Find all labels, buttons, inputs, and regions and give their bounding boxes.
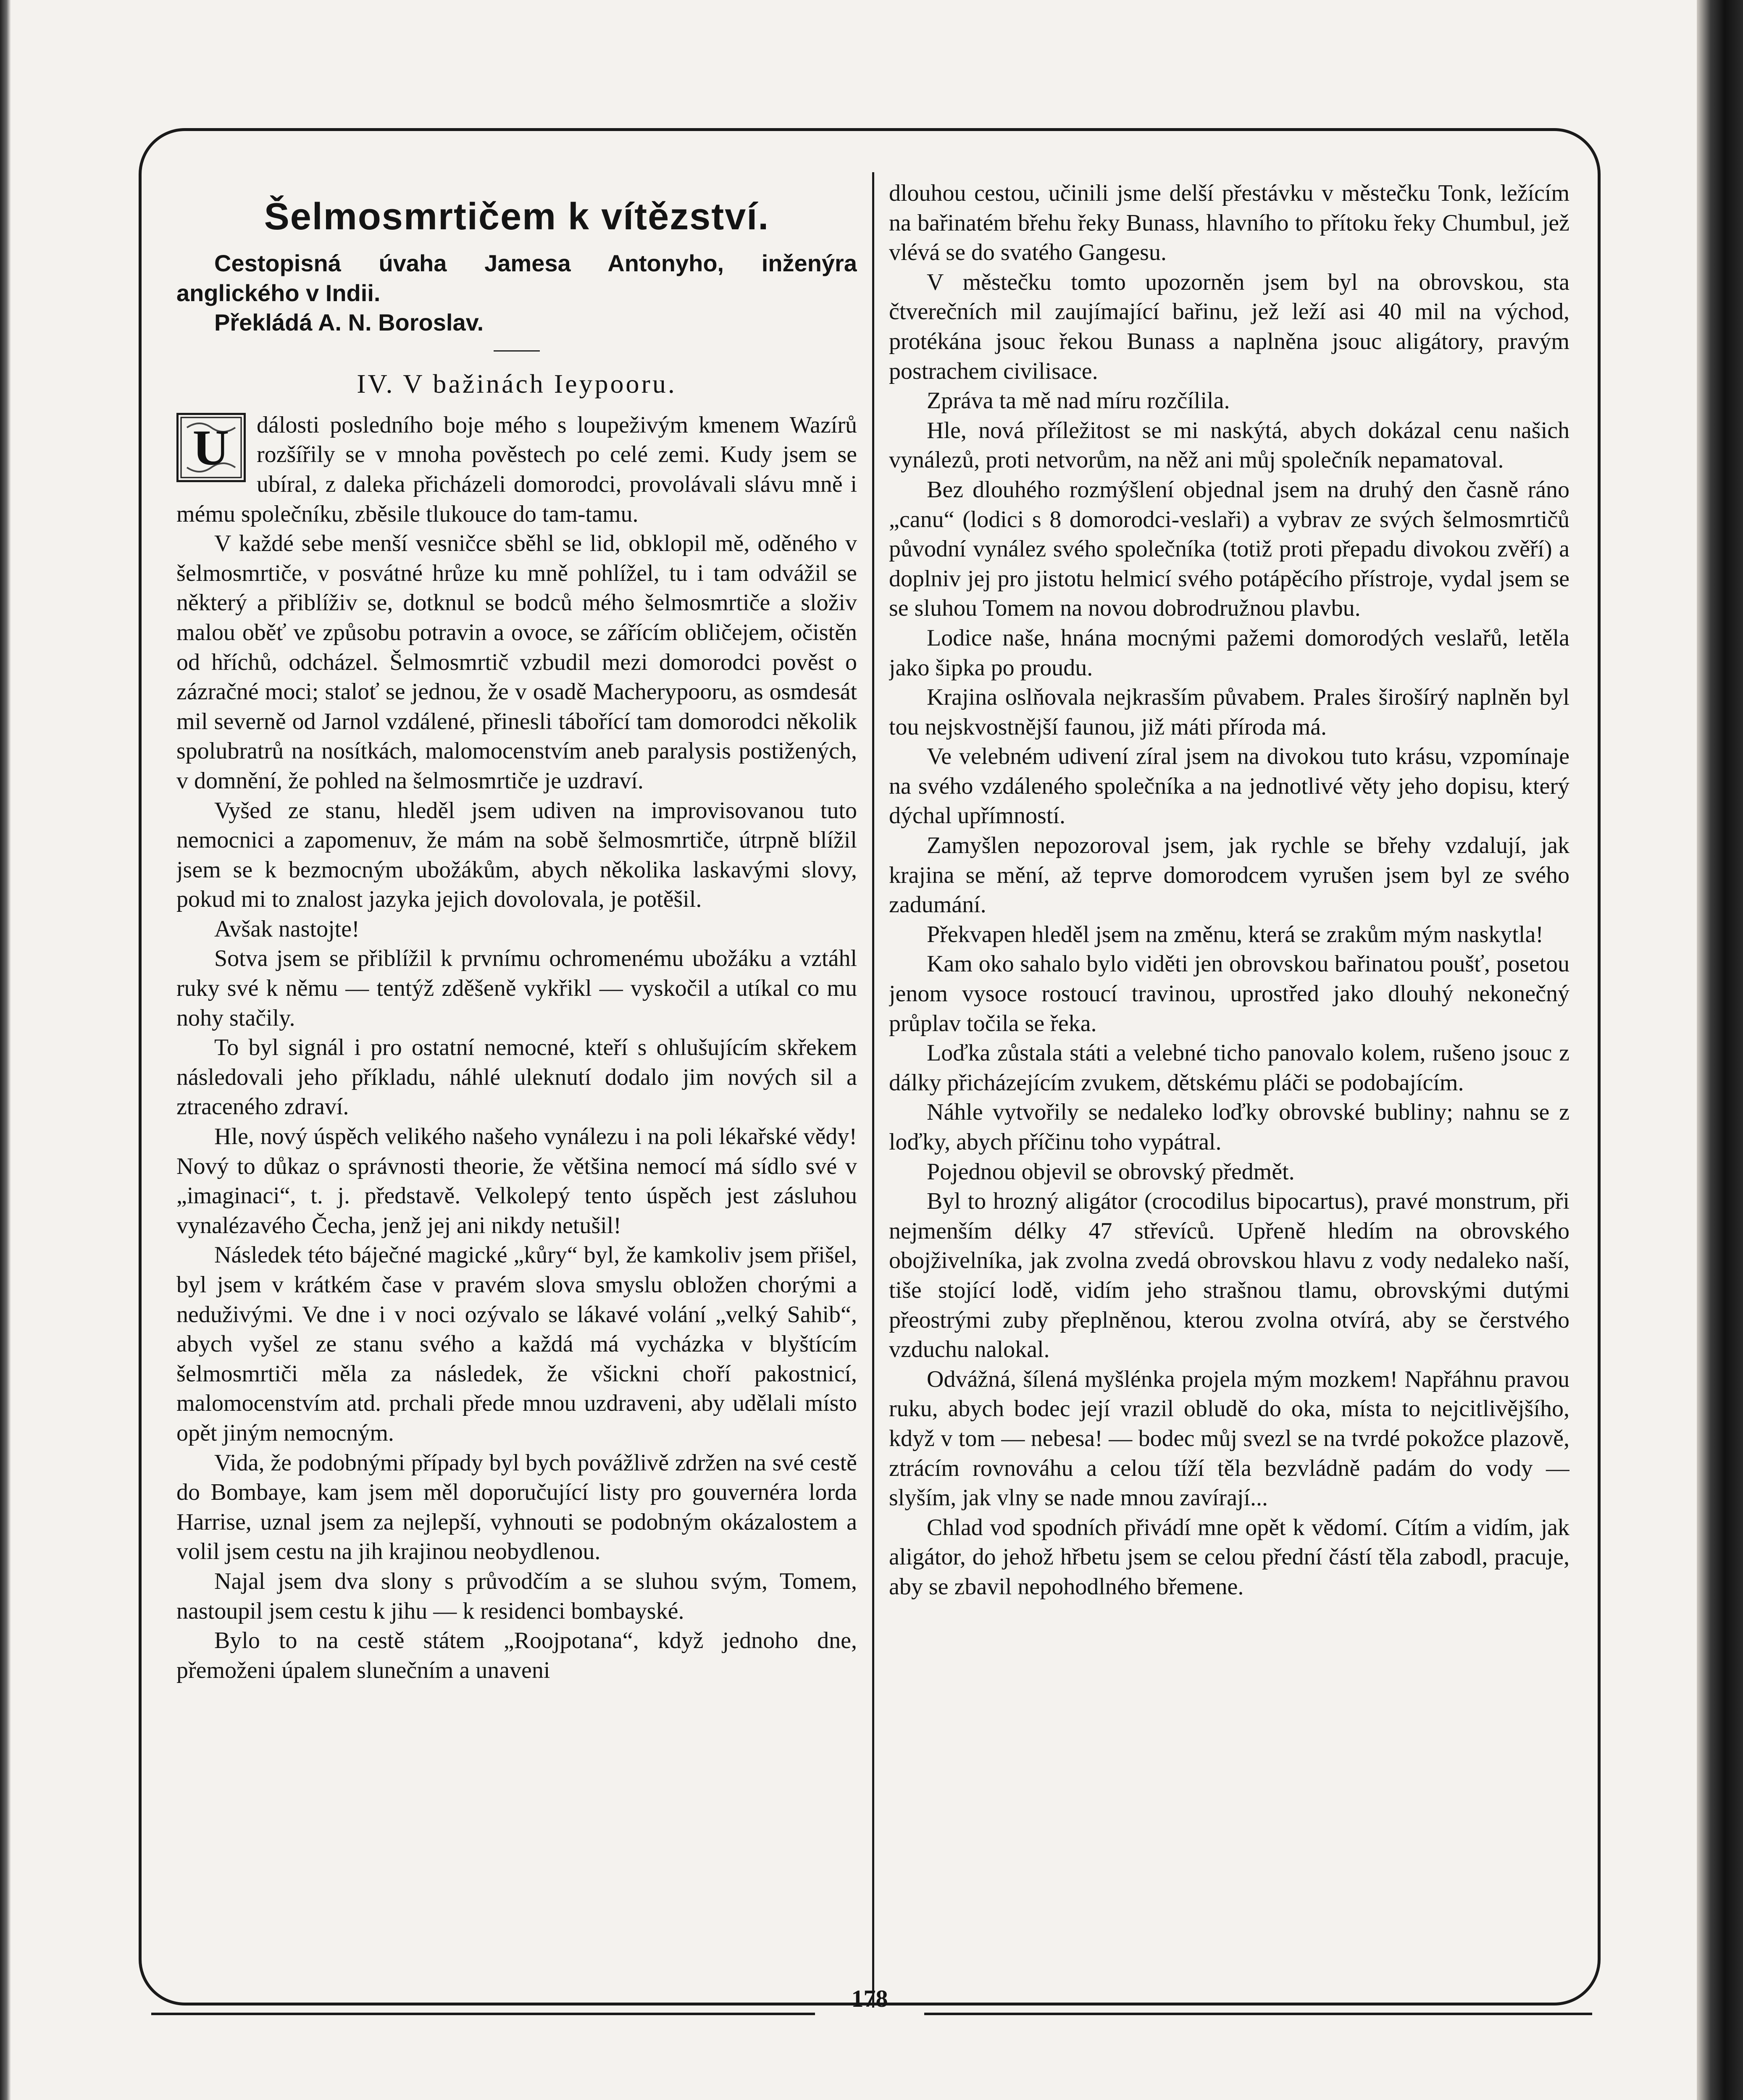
paragraph: Loďka zůstala státi a velebné ticho panovalo kolem, rušeno jsouc z dálky přicházejícím zvukem, dětskému pláči se podobajícím. [889,1040,1569,1096]
paragraph: Bylo to na cestě státem „Roojpotana“, když jednoho dne, přemoženi úpalem slunečním a unaveni [176,1628,857,1683]
scan-edge-right [1697,0,1743,2100]
paragraph: V městečku tomto upozorněn jsem byl na obrovskou, sta čtverečních mil zaujímající bařinu, jež leží asi 40 mil na východ, protékána jsouc řekou Bunass a naplněna jsouc aligátory, pravým postrachem civilisace. [889,269,1569,384]
paragraph: Krajina oslňovala nejkrasším půvabem. Prales širošírý naplněn byl tou nejskvostnější faunou, již máti příroda má. [889,684,1569,740]
paragraph: Zamyšlen nepozoroval jsem, jak rychle se břehy vzdalují, jak krajina se mění, až teprve domorodcem vyrušen jsem byl ze svého zadumání. [889,832,1569,918]
paragraph: Najal jsem dva slony s průvodčím a se sluhou svým, Tomem, nastoupil jsem cestu k jihu — k residenci bombayské. [176,1568,857,1624]
paragraph: Pojednou objevil se obrovský předmět. [927,1158,1295,1185]
paragraph: Vyšed ze stanu, hleděl jsem udiven na improvisovanou tuto nemocnici a zapomenuv, že mám na sobě šelmosmrtiče, útrpně blížil jsem se k bezmocným ubožákům, abych několika laskavými slovy, pokud mi to znalost jazyka jejich dovolovala, je potěšil. [176,797,857,913]
paragraph: Zpráva ta mě nad míru rozčílila. [927,388,1230,414]
paragraph: Vida, že podobnými případy byl bych povážlivě zdržen na své cestě do Bombaye, kam jsem měl doporučující listy pro gouvernéra lorda Harrise, uznal jsem za nejlepší, vyhnouti se podobným okázalostem a volil jsem cestu na jih krajinou neobydlenou. [176,1449,857,1565]
paragraph: Lodice naše, hnána mocnými pažemi domorodých veslařů, letěla jako šipka po proudu. [889,625,1569,681]
paragraph: Hle, nový úspěch velikého našeho vynálezu i na poli lékařské vědy! Nový to důkaz o správnosti theorie, že většina nemocí má sídlo své v „imaginaci“, t. j. představě. Velkolepý tento úspěch jest zásluhou vynalézavého Čecha, jenž jej ani nikdy netušil! [176,1124,857,1239]
paragraph: Odvážná, šílená myšlénka projela mým mozkem! Napřáhnu pravou ruku, abych bodec její vrazil obludě do oka, místa to nejcitlivějšího, když v tom — nebesa! — bodec můj svezl se na tvrdé pokožce plazově, ztrácím rovnováhu a celou tíží těla bezvládně padám do vody — slyším, jak vlny se nade mnou zavírají... [889,1366,1569,1511]
paragraph: Překvapen hleděl jsem na změnu, která se zrakům mým naskytla! [927,921,1543,948]
ornament-icon [179,415,244,480]
article-subtitle: Cestopisná úvaha Jamesa Antonyho, inženýra anglického v Indii. [176,250,857,306]
right-paragraphs [889,268,1569,1602]
title-divider [494,350,540,352]
column-divider [872,172,874,2008]
page-number: 178 [851,1985,888,2012]
section-heading: IV. V bažinách Ieypooru. [357,368,677,399]
paragraph: Ve velebném udivení zíral jsem na divokou tuto krásu, vzpomínaje na svého vzdáleného společníka a na jednotlivé věty jeho dopisu, který dýchal upřímností. [889,743,1569,829]
continued-paragraph: dlouhou cestou, učinili jsme delší přestávku v městečku Tonk, ležícím na bařinatém břehu řeky Bunass, hlavního to přítoku řeky Chumbul, jež vlévá se do svatého Gangesu. [889,180,1569,266]
paragraph: Sotva jsem se přiblížil k prvnímu ochromenému ubožáku a vztáhl ruky své k němu — tentýž zděšeně vykřikl — vyskočil a utíkal co mu nohy stačily. [176,945,857,1031]
paragraph: Chlad vod spodních přivádí mne opět k vědomí. Cítím a vidím, jak aligátor, do jehož hřbetu jsem se celou přední částí těla zabodl, pracuje, aby se zbavil nepohodlného břemene. [889,1514,1569,1600]
paragraph: Bez dlouhého rozmýšlení objednal jsem na druhý den časně ráno „canu“ (lodici s 8 domorodci-veslaři) a vybrav ze svých šelmosmrtičů původní vynález svého společníka (totiž proti přepadu divokou zvěří) a doplniv jej pro jistotu helmicí svého potápěcího přístroje, vydal jsem se se sluhou Tomem na novou dobrodružnou plavbu. [889,476,1569,622]
paragraph: Avšak nastojte! [214,916,360,942]
right-column [889,178,1569,1972]
scan-edge-left [0,0,11,2100]
translator-credit: Překládá A. N. Boroslav. [214,309,484,336]
paragraph: To byl signál i pro ostatní nemocné, kteří s ohlušujícím skřekem následovali jeho příkladu, náhlé uleknutí dodalo jim nových sil a ztraceného zdraví. [176,1034,857,1120]
footer-rule-right [924,2013,1592,2015]
paragraph: Hle, nová příležitost se mi naskýtá, abych dokázal cenu našich vynálezů, proti netvorům, na něž ani můj společník nepamatoval. [889,417,1569,473]
paragraph: Kam oko sahalo bylo viděti jen obrovskou bařinatou poušť, posetou jenom vysoce rostoucí travinou, uprostřed jako dlouhý nekonečný průplav točila se řeka. [889,951,1569,1037]
footer-rule-left [151,2013,815,2015]
paragraph: Následek této báječné magické „kůry“ byl, že kamkoliv jsem přišel, byl jsem v krátkém čase v pravém slova smyslu obložen chorými a neduživými. Ve dne i v noci ozývalo se lákavé volání „velký Sahib“, abych vyšel ze stanu svého a každá má vycházka v blyštícím šelmosmrtiči měla za následek, že všickni choří pakostnicí, malomocenstvím atd. prchali přede mnou uzdraveni, aby udělali místo opět jiným nemocným. [176,1242,857,1446]
first-paragraph-text: dálosti posledního boje mého s loupeživým kmenem Wazírů rozšířily se v mnoha pověstech po celé zemi. Kudy jsem se ubíral, z daleka přicházeli domorodci, provolávali slávu mně i mému společníku, zběsile tlukouce do tam-tamu. [176,412,857,527]
ornamental-initial [176,413,246,482]
first-paragraph [176,410,857,529]
paragraph: V každé sebe menší vesničce sběhl se lid, obklopil mě, oděného v šelmosmrtiče, v posvátné hrůze ku mně pohlížel, tu i tam odvážil se některý a přiblíživ se, dotknul se bodců mého šelmosmrtiče a složiv malou oběť ve způsobu potravin a ovoce, se zářícím obličejem, očistěn od hříchů, odcházel. Šelmosmrtič vzbudil mezi domorodci pověst o zázračné moci; staloť se jednou, že v osadě Macherypooru, as osmdesát mil severně od Jarnol vzdálené, přinesli tábořící tam domorodci několik spolubratrů na nosítkách, malomocenstvím aneb paralysis postižených, v domnění, že pohled na šelmosmrtiče je uzdraví. [176,530,857,794]
article-title: Šelmosmrtičem k vítězství. [264,196,770,238]
paragraph: Náhle vytvořily se nedaleko loďky obrovské bubliny; nahnu se z loďky, abych příčinu toho vypátral. [889,1099,1569,1155]
left-column [176,178,857,1972]
paragraph: Byl to hrozný aligátor (crocodilus bipocartus), pravé monstrum, při nejmenším délky 47 střevíců. Upřeně hledím na obrovského obojživelníka, jak zvolna zvedá obrovskou hlavu z vody nedaleko naší, tiše stojící lodě, vidím jeho strašnou tlamu, obrovskými dutými přeostrými zuby přeplněnou, kterou zvolna otvírá, aby se čerstvého vzduchu nalokal. [889,1188,1569,1363]
dropcap-letter: U [192,419,229,475]
left-paragraphs [176,529,857,1685]
